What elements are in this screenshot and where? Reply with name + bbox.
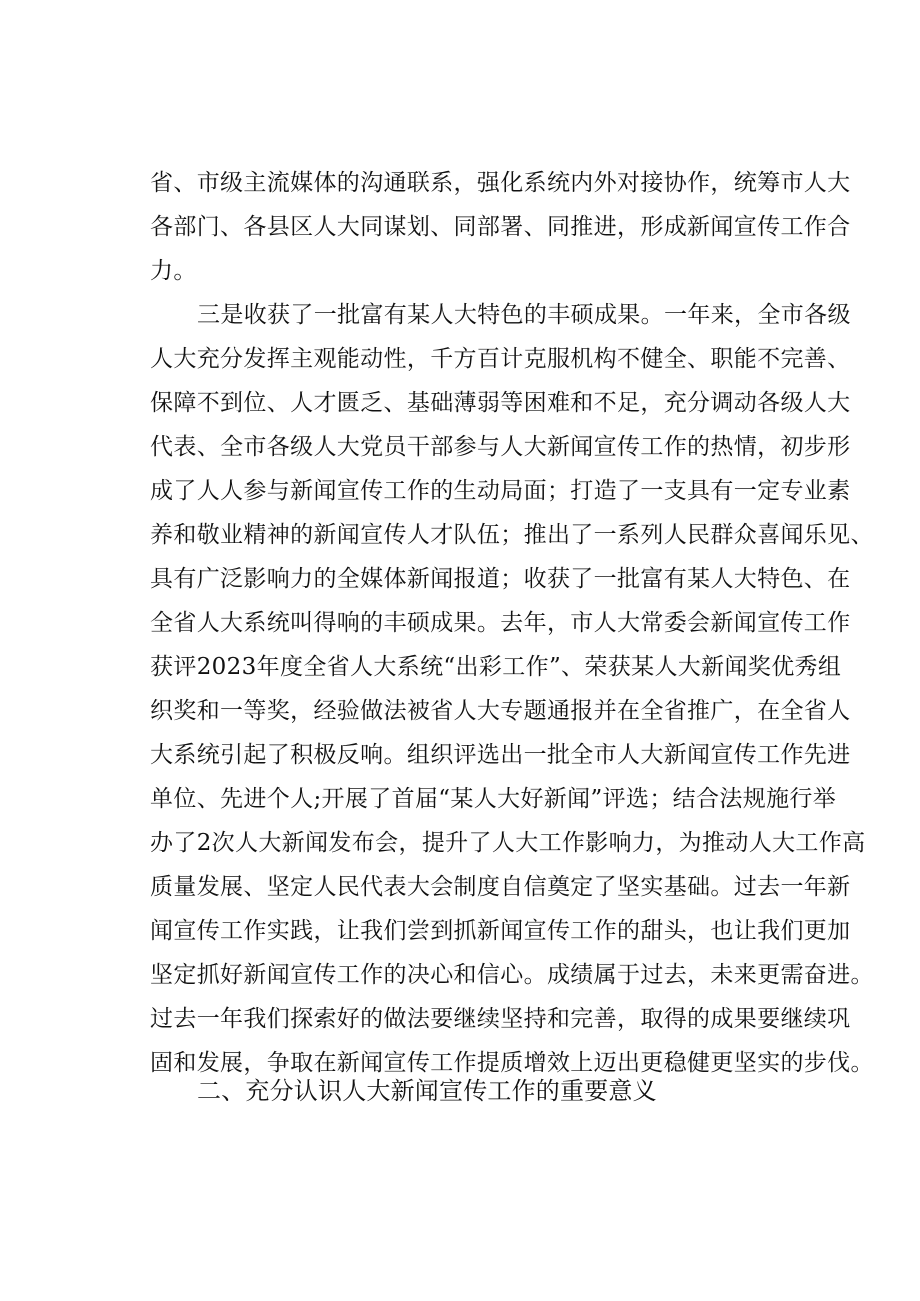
paragraph-line: 力。	[150, 258, 197, 284]
paragraph-line: 全省人大系统叫得响的丰硕成果。去年，市人大常委会新闻宣传工作	[150, 610, 851, 636]
paragraph-line: 各部门、各县区人大同谋划、同部署、同推进，形成新闻宣传工作合	[150, 214, 851, 240]
paragraph-line: 人大充分发挥主观能动性，千方百计克服机构不健全、职能不完善、	[150, 346, 851, 372]
paragraph-line: 成了人人参与新闻宣传工作的生动局面；打造了一支具有一定专业素	[150, 478, 851, 504]
section-heading: 二、充分认识人大新闻宣传工作的重要意义	[197, 1077, 657, 1105]
paragraph-line: 坚定抓好新闻宣传工作的决心和信心。成绩属于过去，未来更需奋进。	[150, 962, 874, 988]
paragraph-line: 获评2023年度全省人大系统“出彩工作”、荣获某人大新闻奖优秀组	[150, 654, 842, 680]
paragraph-line: 办了2次人大新闻发布会，提升了人大工作影响力，为推动人大工作高	[150, 830, 866, 856]
paragraph-line: 闻宣传工作实践，让我们尝到抓新闻宣传工作的甜头，也让我们更加	[150, 918, 851, 944]
paragraph-line: 养和敬业精神的新闻宣传人才队伍；推出了一系列人民群众喜闻乐见、	[150, 522, 874, 548]
paragraph-line: 代表、全市各级人大党员干部参与人大新闻宣传工作的热情，初步形	[150, 434, 851, 460]
paragraph-line: 大系统引起了积极反响。组织评选出一批全市人大新闻宣传工作先进	[150, 742, 851, 768]
paragraph-line: 三是收获了一批富有某人大特色的丰硕成果。一年来，全市各级	[197, 302, 851, 328]
paragraph-line: 织奖和一等奖，经验做法被省人大专题通报并在全省推广，在全省人	[150, 698, 851, 724]
paragraph-line: 省、市级主流媒体的沟通联系，强化系统内外对接协作，统筹市人大	[150, 170, 851, 196]
paragraph-line: 具有广泛影响力的全媒体新闻报道；收获了一批富有某人大特色、在	[150, 566, 851, 592]
paragraph-line: 单位、先进个人;开展了首届“某人大好新闻”评选；结合法规施行举	[150, 786, 837, 812]
paragraph-line: 质量发展、坚定人民代表大会制度自信奠定了坚实基础。过去一年新	[150, 874, 851, 900]
paragraph-line: 固和发展，争取在新闻宣传工作提质增效上迈出更稳健更坚实的步伐。	[150, 1050, 874, 1076]
paragraph-line: 保障不到位、人才匮乏、基础薄弱等困难和不足，充分调动各级人大	[150, 390, 851, 416]
paragraph-line: 过去一年我们探索好的做法要继续坚持和完善，取得的成果要继续巩	[150, 1006, 851, 1032]
